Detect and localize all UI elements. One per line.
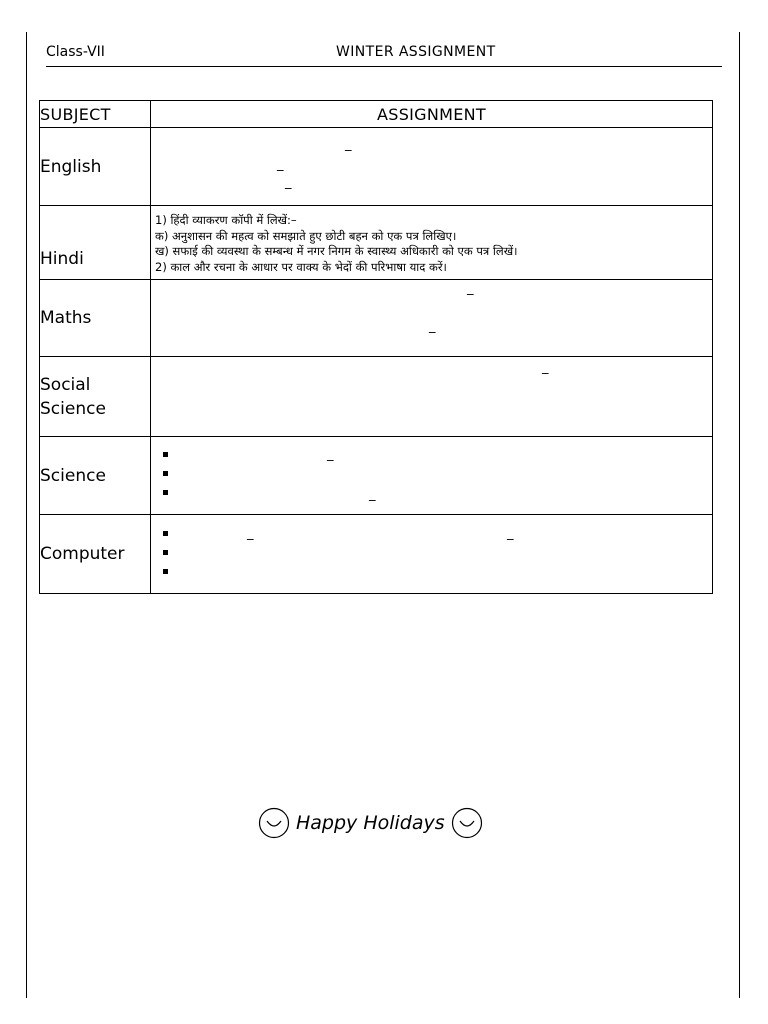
subject-cell: Maths xyxy=(40,280,151,357)
table-row-science xyxy=(40,437,713,515)
subject-cell: Science xyxy=(40,437,151,515)
assignment-cell xyxy=(151,515,713,594)
assignment-cell xyxy=(151,206,713,280)
blank-line: _ xyxy=(285,175,292,190)
bullet-icon xyxy=(163,471,168,476)
subject-column-header: SUBJECT xyxy=(40,101,151,128)
subject-cell: English xyxy=(40,128,151,206)
assignment-cell xyxy=(151,437,713,515)
footer-text: Happy Holidays xyxy=(296,812,445,834)
table-row-hindi xyxy=(40,206,713,280)
assignment-cell xyxy=(151,280,713,357)
table-row-computer xyxy=(40,515,713,594)
assignment-cell xyxy=(151,357,713,437)
table-row-maths xyxy=(40,280,713,357)
assignment-cell xyxy=(151,128,713,206)
right-margin-line xyxy=(739,32,740,998)
assignment-column-header: ASSIGNMENT xyxy=(151,101,713,128)
bullet-list xyxy=(163,531,168,588)
blank-line: _ xyxy=(507,526,514,541)
blank-line: _ xyxy=(247,526,254,541)
blank-line: _ xyxy=(542,360,549,375)
table-row-english xyxy=(40,128,713,206)
class-label: Class-VII xyxy=(46,44,105,60)
bullet-icon xyxy=(163,490,168,495)
left-margin-line xyxy=(26,32,27,998)
footer-greeting xyxy=(258,806,483,840)
blank-line: _ xyxy=(467,281,474,296)
table-header-row xyxy=(40,101,713,128)
bullet-icon xyxy=(163,452,168,457)
assignment-line: 2) काल और रचना के आधार पर वाक्य के भेदों की परिभाषा याद करें। xyxy=(155,259,447,274)
assignment-line: ख) सफाई की व्यवस्था के सम्बन्ध में नगर निगम के स्वास्थ्य अधिकारी को एक पत्र लिखें। xyxy=(155,244,518,258)
smiley-icon xyxy=(451,807,483,839)
bullet-icon xyxy=(163,569,168,574)
assignment-line: 1) हिंदी व्याकरण कॉपी में लिखें:– xyxy=(155,213,297,227)
bullet-icon xyxy=(163,550,168,555)
bullet-icon xyxy=(163,531,168,536)
blank-line: _ xyxy=(345,137,352,152)
assignment-table xyxy=(39,100,713,594)
page-header xyxy=(46,44,722,67)
bullet-list xyxy=(163,452,168,509)
subject-cell: Social Science xyxy=(40,357,151,437)
table-row-social-science xyxy=(40,357,713,437)
blank-line: _ xyxy=(369,487,376,502)
page-title: WINTER ASSIGNMENT xyxy=(336,44,496,60)
smiley-icon xyxy=(258,807,290,839)
blank-line: _ xyxy=(327,447,334,462)
assignment-line: क) अनुशासन की महत्व को समझाते हुए छोटी बहन को एक पत्र लिखिए। xyxy=(155,228,457,243)
subject-cell: Hindi xyxy=(40,206,151,280)
blank-line: _ xyxy=(429,319,436,334)
subject-cell: Computer xyxy=(40,515,151,594)
blank-line: _ xyxy=(277,157,284,172)
